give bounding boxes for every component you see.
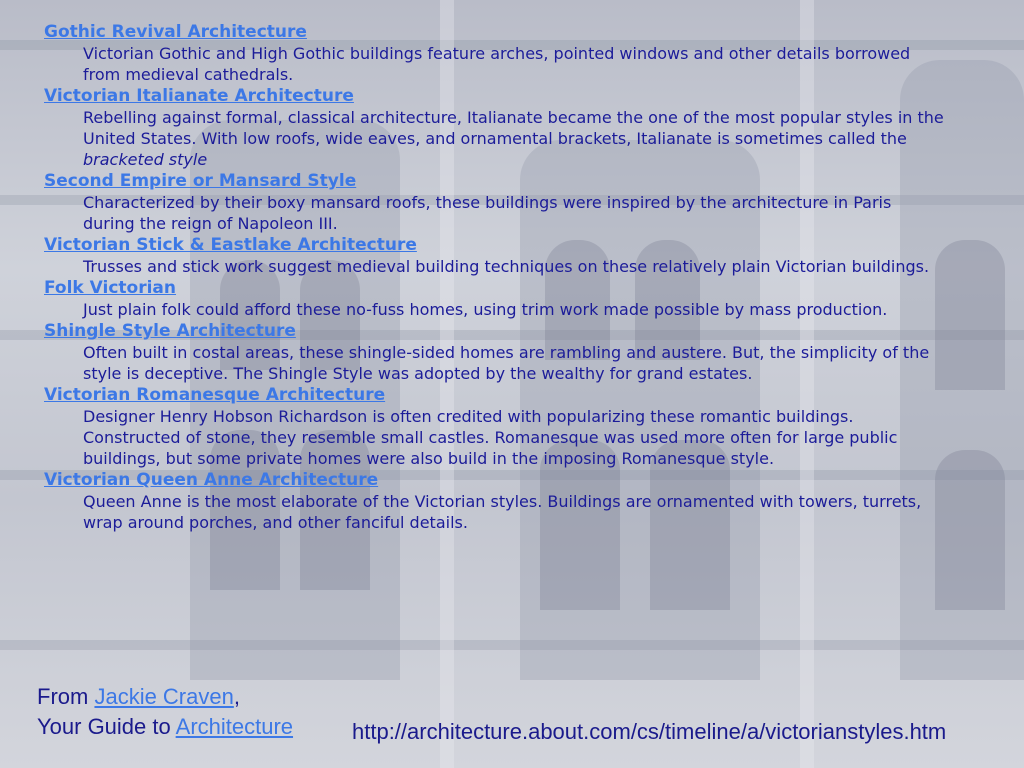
- attribution-guide: [37, 713, 293, 741]
- stick-eastlake-link[interactable]: Victorian Stick & Eastlake Architecture: [44, 235, 417, 255]
- style-description: [83, 107, 944, 170]
- attribution-from: [37, 683, 240, 711]
- shingle-style-link[interactable]: Shingle Style Architecture: [44, 321, 296, 341]
- style-heading: [44, 384, 944, 406]
- style-heading: [44, 277, 944, 299]
- style-heading: [44, 234, 944, 256]
- architecture-styles-list: [44, 21, 944, 533]
- guide-prefix: Your Guide to: [37, 714, 176, 739]
- queen-anne-link[interactable]: Victorian Queen Anne Architecture: [44, 470, 379, 490]
- style-description-text: Rebelling against formal, classical architecture, Italianate became the one of the most popular styles in the United States. With low roofs, wide eaves, and ornamental brackets, Italianate is sometimes called the: [83, 108, 944, 148]
- second-empire-link[interactable]: Second Empire or Mansard Style: [44, 171, 357, 191]
- style-heading: [44, 170, 944, 192]
- style-description: Often built in costal areas, these shingle-sided homes are rambling and austere. But, the simplicity of the style is deceptive. The Shingle Style was adopted by the wealthy for grand estates.: [83, 343, 930, 383]
- style-description: Designer Henry Hobson Richardson is often credited with popularizing these romantic buildings. Constructed of stone, they resemble small castles. Romanesque was used more often for large public buildings, but some private homes were also build in the imposing Romanesque style.: [83, 407, 898, 468]
- italianate-link[interactable]: Victorian Italianate Architecture: [44, 86, 354, 106]
- author-link[interactable]: Jackie Craven: [94, 684, 234, 709]
- architecture-link[interactable]: Architecture: [175, 714, 294, 739]
- style-description: Queen Anne is the most elaborate of the Victorian styles. Buildings are ornamented with towers, turrets, wrap around porches, and other fanciful details.: [83, 492, 922, 532]
- attribution-suffix: ,: [233, 684, 240, 709]
- style-heading: [44, 85, 944, 107]
- attribution-prefix: From: [37, 684, 95, 709]
- style-heading: [44, 21, 944, 43]
- bracketed-style-emphasis: bracketed style: [83, 150, 208, 169]
- folk-victorian-link[interactable]: Folk Victorian: [44, 278, 177, 298]
- style-heading: [44, 469, 944, 491]
- style-description: Victorian Gothic and High Gothic buildings feature arches, pointed windows and other details borrowed from medieval cathedrals.: [83, 44, 911, 84]
- style-description: Characterized by their boxy mansard roofs, these buildings were inspired by the architecture in Paris during the reign of Napoleon III.: [83, 193, 892, 233]
- style-heading: [44, 320, 944, 342]
- style-description: Trusses and stick work suggest medieval building techniques on these relatively plain Victorian buildings.: [83, 257, 930, 276]
- source-url: http://architecture.about.com/cs/timeline/a/victorianstyles.htm: [352, 719, 947, 744]
- style-description: Just plain folk could afford these no-fuss homes, using trim work made possible by mass production.: [83, 300, 888, 319]
- romanesque-link[interactable]: Victorian Romanesque Architecture: [44, 385, 386, 405]
- gothic-revival-link[interactable]: Gothic Revival Architecture: [44, 22, 307, 42]
